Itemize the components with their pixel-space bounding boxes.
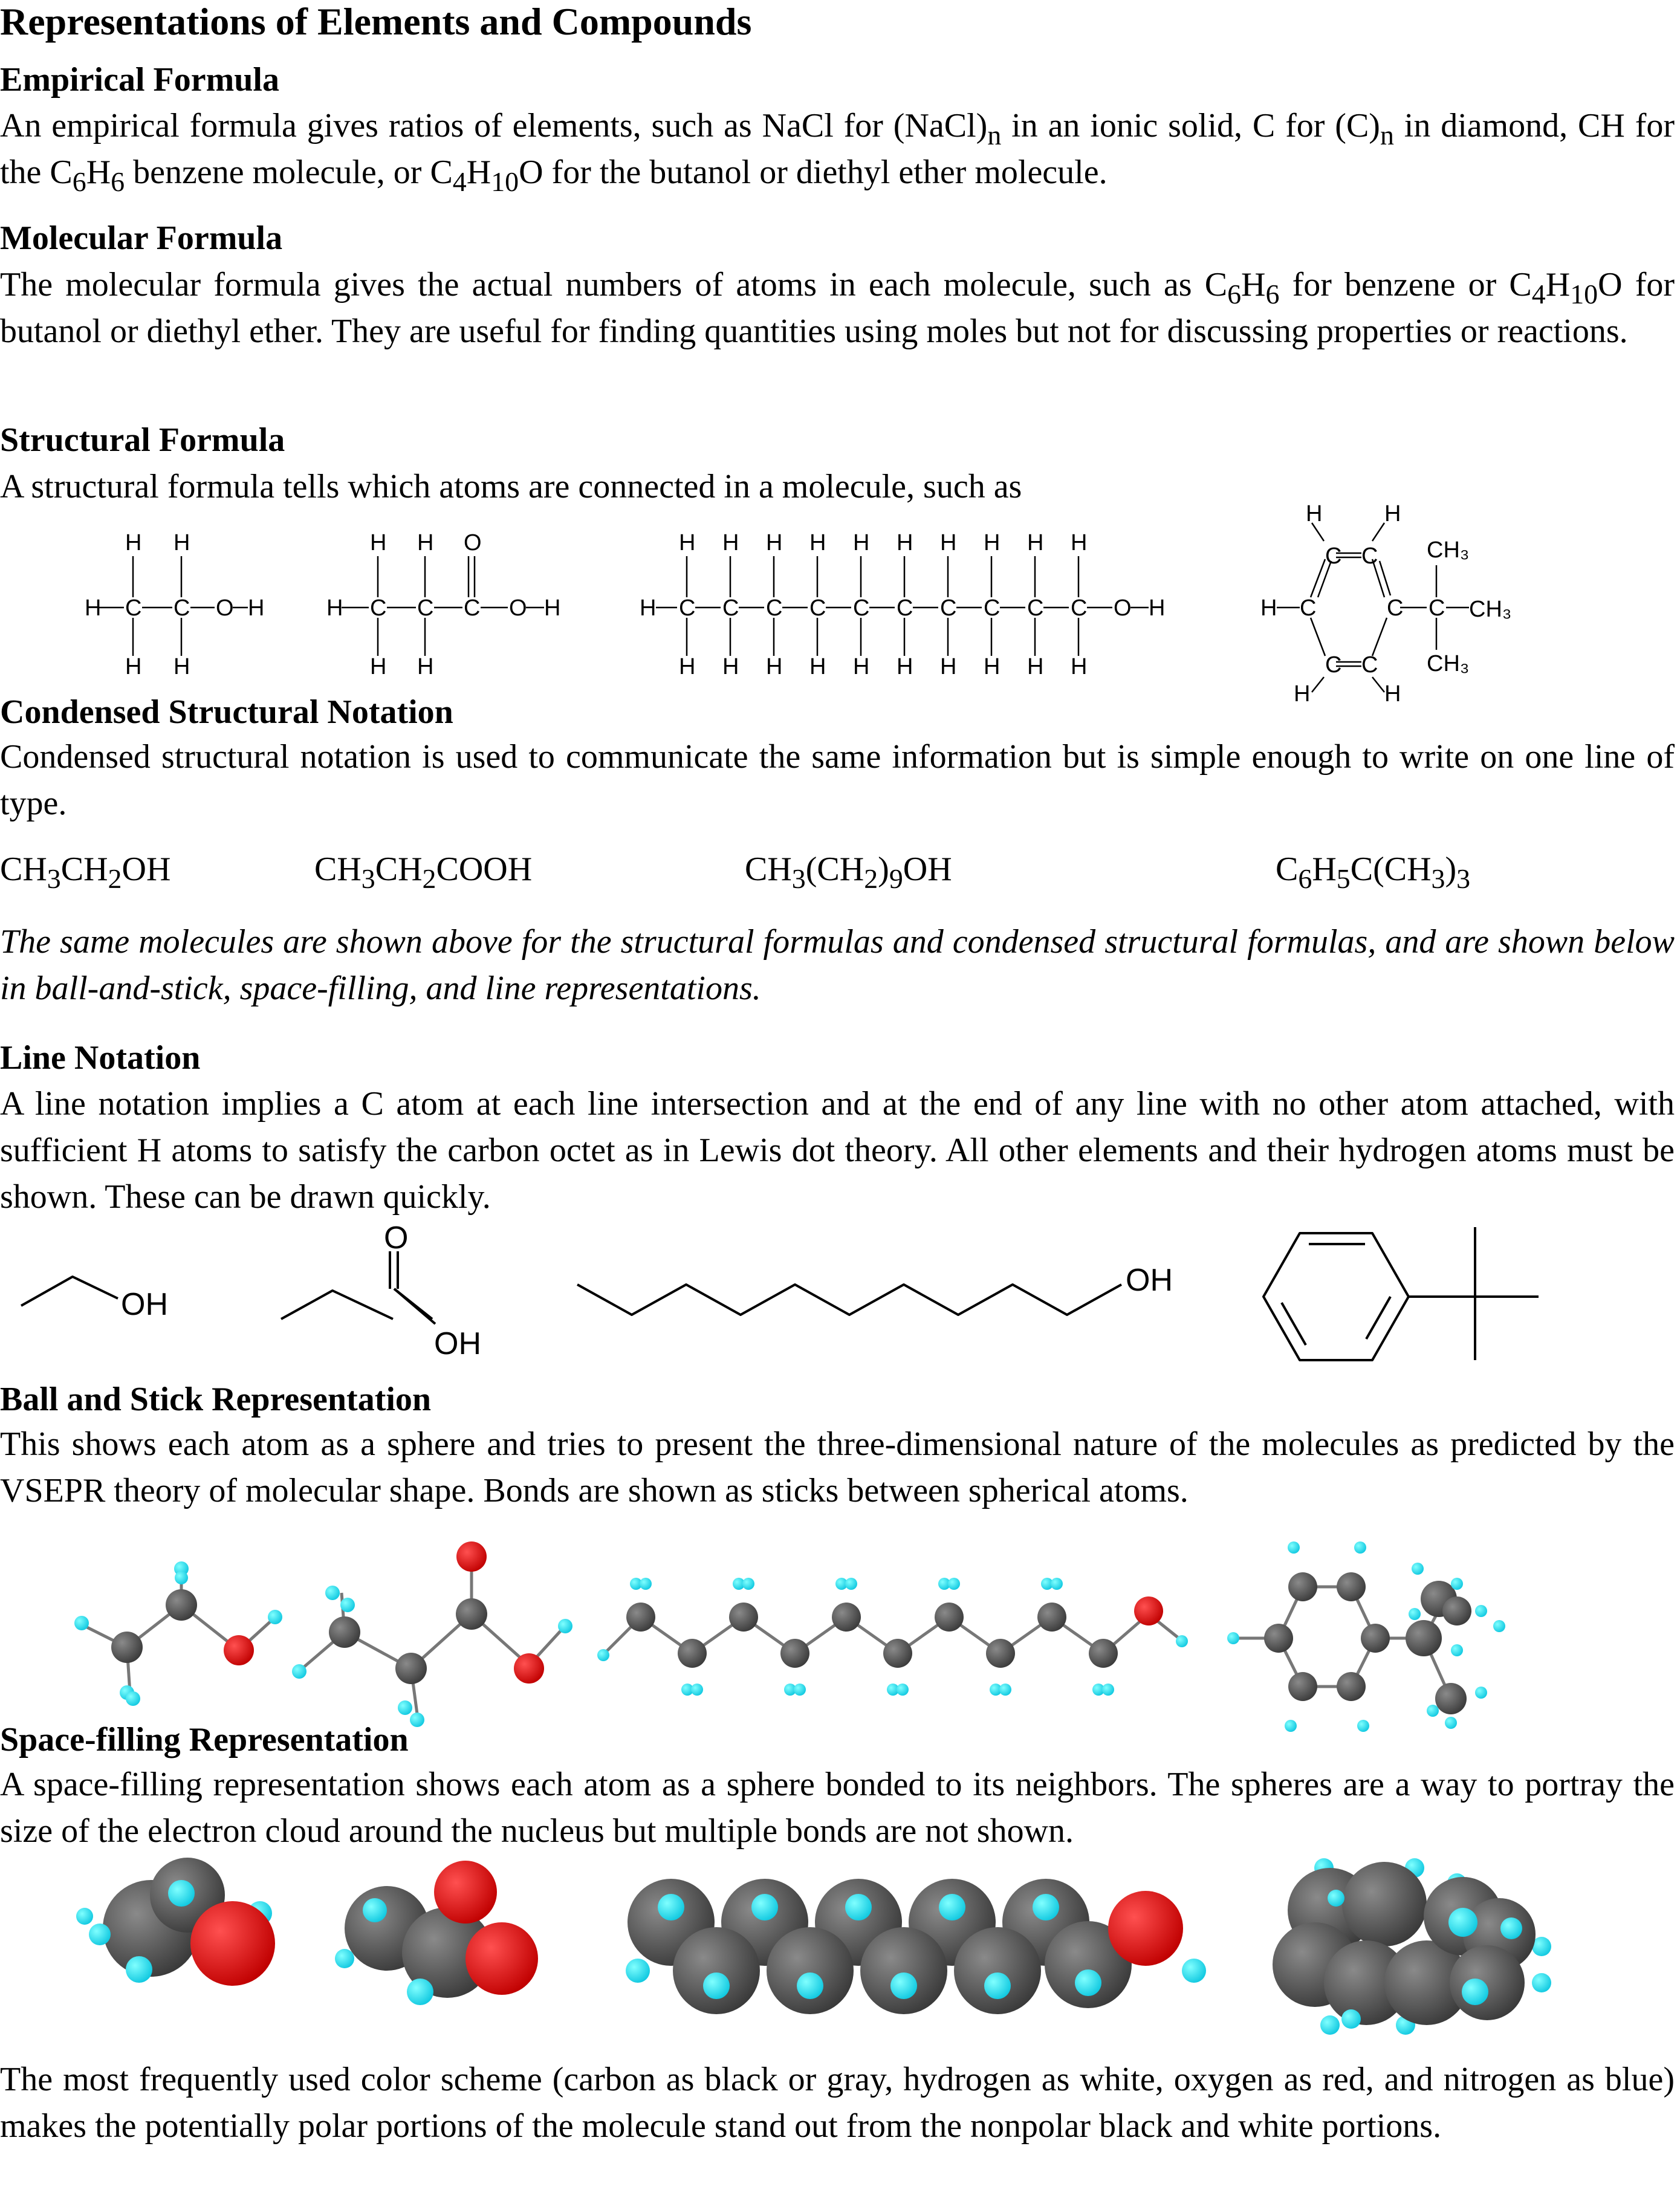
svg-text:H: H bbox=[897, 654, 913, 679]
svg-text:H: H bbox=[722, 530, 739, 556]
subscript: 3 bbox=[361, 863, 375, 894]
text-run: H bbox=[1241, 266, 1266, 303]
svg-text:H: H bbox=[640, 595, 657, 621]
svg-text:H: H bbox=[417, 530, 434, 556]
svg-text:H: H bbox=[1149, 595, 1166, 621]
text-run: (CH bbox=[805, 851, 864, 888]
subscript: 5 bbox=[1336, 863, 1351, 894]
svg-text:H: H bbox=[1071, 530, 1088, 556]
svg-text:H: H bbox=[1294, 681, 1311, 707]
line-notation-diagrams bbox=[0, 1220, 1680, 1366]
condensed-formula-decanol bbox=[745, 851, 952, 894]
condensed-paragraph: Condensed structural notation is used to communicate the same information but is simple enough to write on one line of type. bbox=[0, 738, 1675, 822]
svg-text:H: H bbox=[174, 654, 190, 679]
svg-text:H: H bbox=[1306, 501, 1323, 527]
svg-text:CH₃: CH₃ bbox=[1469, 597, 1512, 622]
subscript: 2 bbox=[422, 863, 436, 894]
text-run: ) bbox=[1445, 851, 1457, 888]
svg-text:H: H bbox=[1260, 595, 1277, 621]
condensed-formula-tert-butylbenzene bbox=[1276, 851, 1471, 894]
text-run: H bbox=[86, 154, 111, 191]
svg-text:H: H bbox=[125, 654, 142, 679]
text-run: O for the butanol or diethyl ether molecule. bbox=[519, 154, 1108, 191]
text-run: ) bbox=[878, 851, 889, 888]
svg-text:H: H bbox=[679, 530, 696, 556]
svg-text:C: C bbox=[1300, 595, 1317, 621]
svg-text:C: C bbox=[897, 595, 913, 621]
svg-text:C: C bbox=[370, 595, 387, 621]
svg-text:H: H bbox=[370, 654, 387, 679]
svg-text:H: H bbox=[248, 595, 265, 621]
text-run: OH bbox=[122, 851, 171, 888]
text-run: C bbox=[1276, 851, 1299, 888]
svg-text:C: C bbox=[1027, 595, 1044, 621]
heading-molecular-formula: Molecular Formula bbox=[0, 219, 283, 257]
heading-structural-formula: Structural Formula bbox=[0, 421, 285, 459]
oh-label: OH bbox=[434, 1326, 481, 1361]
svg-text:C: C bbox=[1387, 595, 1404, 621]
svg-text:H: H bbox=[417, 654, 434, 679]
text-run: CH bbox=[0, 851, 47, 888]
svg-text:C: C bbox=[125, 595, 142, 621]
svg-text:C: C bbox=[1325, 543, 1342, 569]
svg-text:H: H bbox=[370, 530, 387, 556]
svg-text:H: H bbox=[1071, 654, 1088, 679]
subscript: 10 bbox=[1570, 278, 1598, 310]
subscript: 3 bbox=[1431, 863, 1445, 894]
svg-text:C: C bbox=[853, 595, 870, 621]
subscript: 4 bbox=[1531, 278, 1546, 310]
empirical-paragraph bbox=[0, 103, 1675, 196]
heading-condensed-structural: Condensed Structural Notation bbox=[0, 693, 453, 731]
svg-text:H: H bbox=[809, 654, 826, 679]
text-run: H bbox=[1545, 266, 1571, 303]
text-run: C(CH bbox=[1350, 851, 1432, 888]
svg-text:C: C bbox=[766, 595, 783, 621]
svg-text:C: C bbox=[464, 595, 481, 621]
svg-text:H: H bbox=[174, 530, 190, 556]
subscript: 10 bbox=[491, 166, 519, 197]
svg-text:H: H bbox=[544, 595, 561, 621]
svg-text:H: H bbox=[125, 530, 142, 556]
subscript: 2 bbox=[108, 863, 122, 894]
text-run: CH bbox=[60, 851, 108, 888]
svg-text:H: H bbox=[766, 654, 783, 679]
ball-and-stick-models bbox=[0, 1523, 1680, 1729]
heading-line-notation: Line Notation bbox=[0, 1039, 201, 1077]
o-label: O bbox=[384, 1220, 409, 1256]
svg-text:H: H bbox=[722, 654, 739, 679]
structural-formula-diagrams bbox=[0, 501, 1680, 707]
condensed-formula-ethanol bbox=[0, 851, 171, 894]
space-filling-models bbox=[0, 1862, 1680, 2031]
svg-text:H: H bbox=[809, 530, 826, 556]
subscript: 6 bbox=[111, 166, 125, 197]
condensed-formula-propanoic-acid bbox=[314, 851, 533, 894]
subscript: 6 bbox=[72, 166, 86, 197]
svg-text:O: O bbox=[1114, 595, 1132, 621]
svg-text:C: C bbox=[1361, 652, 1378, 678]
heading-space-filling: Space-filling Representation bbox=[0, 1721, 409, 1758]
subscript: 3 bbox=[47, 863, 61, 894]
space-filling-paragraph: A space-filling representation shows each atom as a sphere bonded to its neighbors. The spheres are a way to portray the size of the electron cloud around the nucleus but multiple bonds are not shown. bbox=[0, 1766, 1675, 1850]
heading-empirical-formula: Empirical Formula bbox=[0, 61, 279, 99]
text-run: in an ionic solid, C for (C) bbox=[1001, 107, 1380, 144]
svg-text:CH₃: CH₃ bbox=[1427, 537, 1470, 563]
svg-text:C: C bbox=[940, 595, 957, 621]
page-title: Representations of Elements and Compounds bbox=[0, 0, 752, 43]
svg-text:H: H bbox=[1384, 681, 1401, 707]
svg-text:H: H bbox=[940, 530, 957, 556]
oh-label: OH bbox=[121, 1287, 168, 1322]
subscript: 2 bbox=[864, 863, 878, 894]
ball-and-stick-paragraph: This shows each atom as a sphere and tries to present the three-dimensional nature of the molecules as predicted by the VSEPR theory of molecular shape. Bonds are shown as sticks between spherical atoms. bbox=[0, 1425, 1675, 1509]
subscript: 6 bbox=[1298, 863, 1312, 894]
svg-text:H: H bbox=[940, 654, 957, 679]
svg-text:H: H bbox=[853, 654, 870, 679]
svg-text:H: H bbox=[853, 530, 870, 556]
svg-text:C: C bbox=[722, 595, 739, 621]
svg-text:H: H bbox=[85, 595, 102, 621]
heading-ball-and-stick: Ball and Stick Representation bbox=[0, 1381, 432, 1418]
svg-text:H: H bbox=[897, 530, 913, 556]
subscript: 3 bbox=[791, 863, 806, 894]
svg-text:H: H bbox=[1027, 530, 1044, 556]
oh-label: OH bbox=[1126, 1263, 1173, 1298]
svg-text:H: H bbox=[1027, 654, 1044, 679]
svg-text:H: H bbox=[679, 654, 696, 679]
svg-text:CH₃: CH₃ bbox=[1427, 651, 1470, 676]
subscript: 6 bbox=[1265, 278, 1280, 310]
svg-text:C: C bbox=[984, 595, 1001, 621]
svg-text:H: H bbox=[984, 530, 1001, 556]
line-notation-paragraph: A line notation implies a C atom at each line intersection and at the end of any line with no other atom attached, with sufficient H atoms to satisfy the carbon octet as in Lewis dot theory. All other elements and their hydrogen atoms must be shown. These can be drawn quickly. bbox=[0, 1085, 1675, 1216]
text-run: CH bbox=[745, 851, 792, 888]
text-run: H bbox=[1312, 851, 1337, 888]
text-run: benzene molecule, or C bbox=[125, 154, 453, 191]
molecular-paragraph bbox=[0, 262, 1675, 355]
svg-text:C: C bbox=[1429, 595, 1445, 621]
svg-text:C: C bbox=[417, 595, 434, 621]
subscript: n bbox=[987, 119, 1002, 151]
subscript: n bbox=[1380, 119, 1394, 151]
svg-text:C: C bbox=[1071, 595, 1088, 621]
text-run: in diamond, CH for the C bbox=[0, 107, 1675, 191]
svg-text:C: C bbox=[809, 595, 826, 621]
text-run: COOH bbox=[436, 851, 533, 888]
svg-text:C: C bbox=[174, 595, 190, 621]
svg-text:H: H bbox=[326, 595, 343, 621]
subscript: 3 bbox=[1456, 863, 1471, 894]
closing-paragraph: The most frequently used color scheme (carbon as black or gray, hydrogen as white, oxygen as red, and nitrogen as blue) makes the potentially polar portions of the molecule stand out from the nonpolar black and white portions. bbox=[0, 2061, 1675, 2145]
text-run: CH bbox=[314, 851, 362, 888]
text-run: H bbox=[466, 154, 491, 191]
svg-text:C: C bbox=[679, 595, 696, 621]
svg-text:C: C bbox=[1325, 652, 1342, 678]
svg-text:H: H bbox=[1384, 501, 1401, 527]
svg-text:H: H bbox=[984, 654, 1001, 679]
svg-text:O: O bbox=[509, 595, 527, 621]
subscript: 4 bbox=[452, 166, 467, 197]
subscript: 9 bbox=[889, 863, 903, 894]
svg-text:O: O bbox=[464, 530, 482, 556]
subscript: 6 bbox=[1227, 278, 1242, 310]
text-run: OH bbox=[903, 851, 952, 888]
svg-text:H: H bbox=[766, 530, 783, 556]
text-run: for benzene or C bbox=[1279, 266, 1532, 303]
text-run: O for butanol or diethyl ether. They are useful for finding quantities using moles but not for discussing properties or reactions. bbox=[0, 266, 1675, 350]
svg-text:O: O bbox=[216, 595, 234, 621]
italic-note: The same molecules are shown above for the structural formulas and condensed structural formulas, and are shown below in ball-and-stick, space-filling, and line representations. bbox=[0, 923, 1675, 1007]
text-run: An empirical formula gives ratios of elements, such as NaCl for (NaCl) bbox=[0, 107, 988, 144]
structural-paragraph: A structural formula tells which atoms are connected in a molecule, such as bbox=[0, 468, 1022, 505]
text-run: CH bbox=[375, 851, 423, 888]
text-run: The molecular formula gives the actual numbers of atoms in each molecule, such as C bbox=[0, 266, 1228, 303]
svg-text:C: C bbox=[1361, 543, 1378, 569]
